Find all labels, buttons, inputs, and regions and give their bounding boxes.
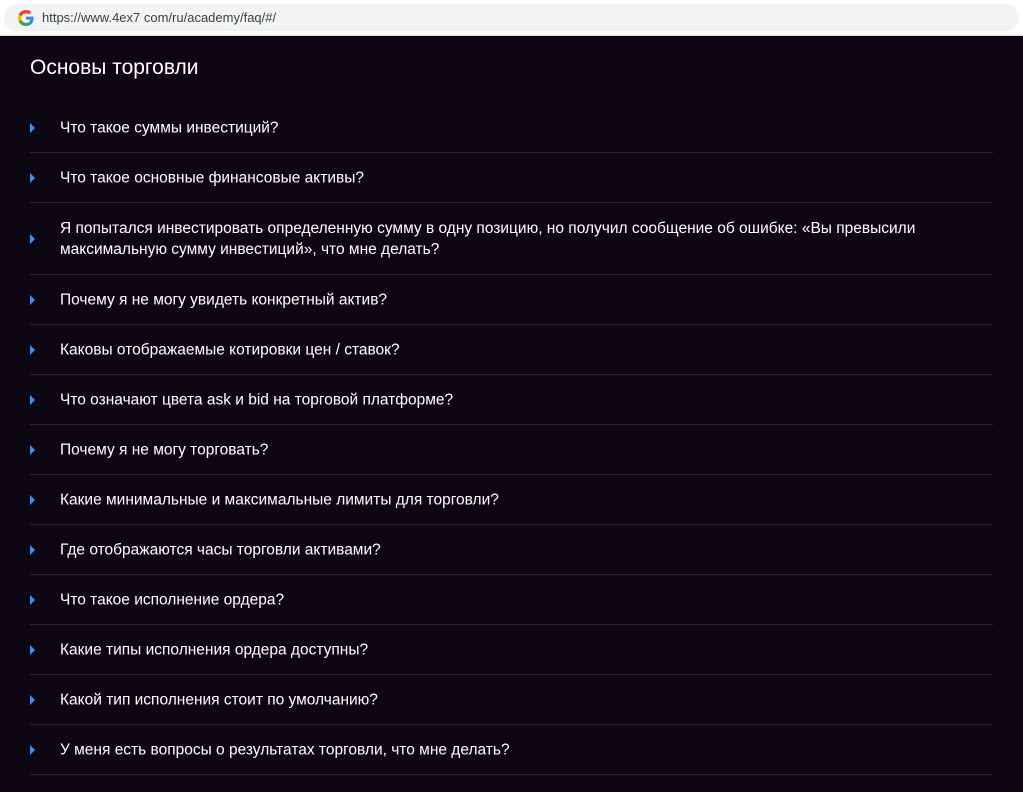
faq-question: У меня есть вопросы о результатах торговли, что мне делать? — [60, 741, 510, 758]
caret-right-icon — [30, 123, 35, 133]
caret-right-icon — [30, 645, 35, 655]
faq-item[interactable] — [30, 625, 993, 675]
caret-right-icon — [30, 695, 35, 705]
faq-item[interactable] — [30, 525, 993, 575]
faq-item[interactable] — [30, 325, 993, 375]
faq-question: Что такое исполнение ордера? — [60, 591, 285, 608]
faq-question: Почему я не могу торговать? — [60, 441, 269, 458]
faq-item[interactable] — [30, 103, 993, 153]
faq-question: Я попытался инвестировать определенную сумму в одну позицию, но получил сообщение об ошибке: «Вы превысили максимальную сумму инвестиций», что мне делать? — [60, 219, 916, 258]
faq-question: Какой тип исполнения стоит по умолчанию? — [60, 691, 378, 708]
caret-right-icon — [30, 545, 35, 555]
browser-address-bar — [0, 0, 1023, 36]
url-text: https://www.4ex7 com/ru/academy/faq/#/ — [42, 10, 277, 25]
faq-item[interactable] — [30, 425, 993, 475]
url-field[interactable] — [4, 4, 1019, 31]
caret-right-icon — [30, 395, 35, 405]
caret-right-icon — [30, 745, 35, 755]
faq-question: Что означают цвета ask и bid на торговой платформе? — [60, 391, 454, 408]
faq-question: Каковы отображаемые котировки цен / ставок? — [60, 341, 400, 358]
faq-list — [30, 103, 993, 775]
faq-question: Какие минимальные и максимальные лимиты для торговли? — [60, 491, 499, 508]
faq-item[interactable] — [30, 275, 993, 325]
faq-item[interactable] — [30, 475, 993, 525]
faq-item[interactable] — [30, 725, 993, 775]
faq-section — [0, 37, 1023, 792]
caret-right-icon — [30, 234, 35, 244]
faq-item[interactable] — [30, 675, 993, 725]
faq-question: Почему я не могу увидеть конкретный актив? — [60, 291, 388, 308]
faq-item[interactable] — [30, 375, 993, 425]
caret-right-icon — [30, 345, 35, 355]
section-title: Основы торговли — [30, 56, 199, 79]
faq-item[interactable] — [30, 153, 993, 203]
google-icon — [18, 10, 34, 26]
faq-question: Какие типы исполнения ордера доступны? — [60, 641, 369, 658]
faq-item[interactable] — [30, 203, 993, 275]
faq-question: Что такое суммы инвестиций? — [60, 119, 279, 136]
caret-right-icon — [30, 173, 35, 183]
caret-right-icon — [30, 595, 35, 605]
faq-question: Где отображаются часы торговли активами? — [60, 541, 381, 558]
caret-right-icon — [30, 295, 35, 305]
caret-right-icon — [30, 445, 35, 455]
faq-item[interactable] — [30, 575, 993, 625]
caret-right-icon — [30, 495, 35, 505]
faq-question: Что такое основные финансовые активы? — [60, 169, 364, 186]
